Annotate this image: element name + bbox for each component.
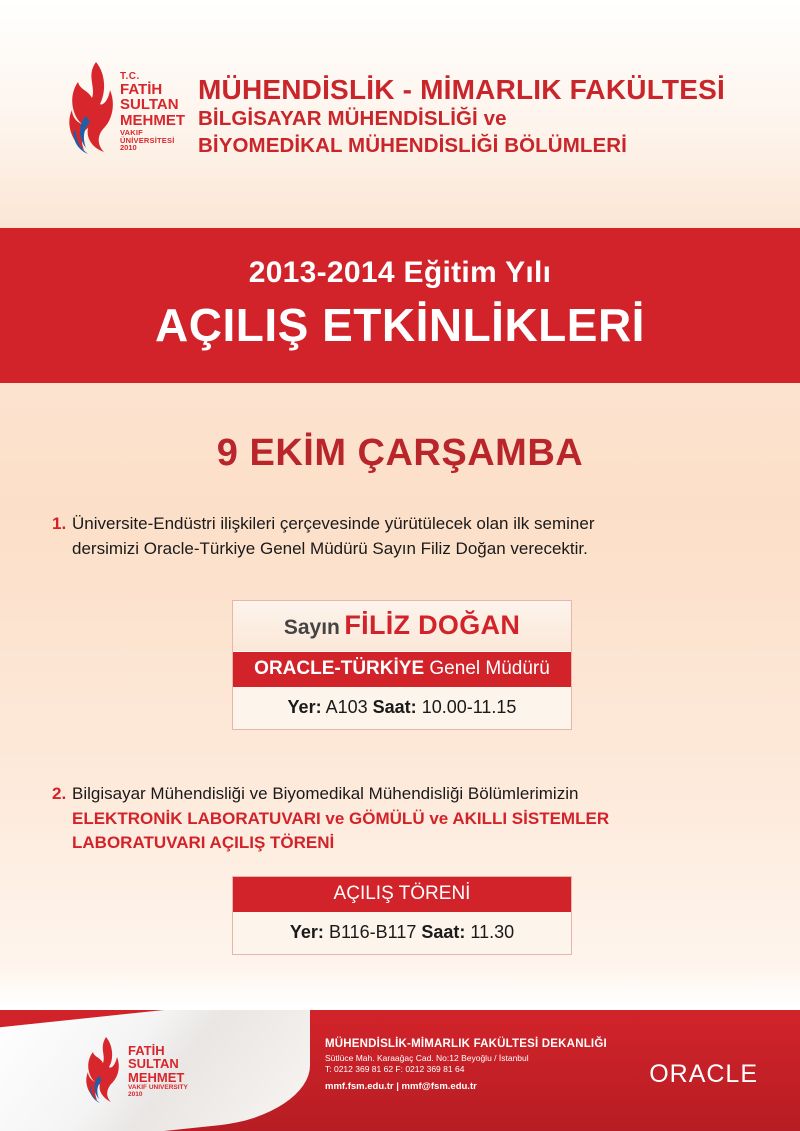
- speaker-name: FİLİZ DOĞAN: [344, 610, 521, 640]
- header-titles: [198, 69, 725, 159]
- ceremony-heading: AÇILIŞ TÖRENİ: [233, 877, 571, 912]
- department-title-2: BİYOMEDİKAL MÜHENDİSLİĞİ BÖLÜMLERİ: [198, 133, 627, 157]
- university-logo: [62, 54, 185, 174]
- agenda-item-2-number: 2.: [52, 784, 67, 803]
- poster-footer: [0, 1010, 800, 1131]
- ceremony-location-row: [233, 912, 571, 954]
- event-name: AÇILIŞ ETKİNLİKLERİ: [155, 299, 645, 351]
- oracle-sponsor-logo: ORACLE: [649, 1060, 758, 1088]
- agenda-item-1-number: 1.: [52, 514, 67, 533]
- speaker-role-row: [233, 652, 571, 687]
- speaker-time-value: 10.00-11.15: [421, 697, 517, 717]
- footer-logo-line-4: VAKIF UNIVERSITY: [128, 1084, 188, 1092]
- agenda-item-1-line-1: Üniversite-Endüstri ilişkileri çerçevesinde yürütülecek olan ilk seminer: [72, 514, 595, 533]
- agenda-item-2-line-3: LABORATUVARI AÇILIŞ TÖRENİ: [72, 833, 335, 853]
- faculty-title: MÜHENDİSLİK - MİMARLIK FAKÜLTESİ: [198, 73, 725, 105]
- agenda-item-1-line-2: dersimizi Oracle-Türkiye Genel Müdürü Sayın Filiz Doğan verecektir.: [72, 538, 588, 558]
- flame-icon: [84, 1036, 126, 1104]
- logo-line-4: VAKIF ÜNİVERSİTESİ: [120, 128, 175, 145]
- ceremony-time-label: Saat:: [421, 922, 466, 942]
- event-banner: [0, 228, 800, 383]
- event-date: 9 EKİM ÇARŞAMBA: [216, 432, 584, 474]
- agenda-item-2: [52, 782, 752, 856]
- speaker-time-label: Saat:: [372, 697, 417, 717]
- flame-icon: [66, 60, 122, 156]
- footer-fade-divider: [0, 970, 800, 1010]
- footer-dean-title: MÜHENDİSLİK-MİMARLIK FAKÜLTESİ DEKANLIĞI: [325, 1038, 607, 1050]
- logo-line-5: 2010: [120, 143, 137, 153]
- agenda-item-2-line-1: Bilgisayar Mühendisliği ve Biyomedikal Mühendisliği Bölümlerimizin: [72, 784, 579, 803]
- logo-line-3: MEHMET: [120, 111, 185, 129]
- speaker-place-label: Yer:: [287, 697, 322, 717]
- footer-logo-line-2: SULTAN: [128, 1056, 179, 1072]
- footer-logo-line-3: MEHMET: [128, 1069, 185, 1085]
- academic-year: 2013-2014 Eğitim Yılı: [248, 256, 552, 289]
- department-title-1: BİLGİSAYAR MÜHENDİSLİĞİ ve: [198, 106, 507, 130]
- logo-line-2: SULTAN: [120, 96, 179, 114]
- speaker-role: Genel Müdürü: [429, 658, 550, 679]
- agenda-item-1: [52, 512, 752, 561]
- footer-logo-line-5: 2010: [128, 1090, 143, 1098]
- footer-logo-text: [128, 1044, 188, 1099]
- footer-web-mail[interactable]: mmf.fsm.edu.tr | mmf@fsm.edu.tr: [325, 1081, 477, 1092]
- poster-header: [0, 0, 800, 228]
- agenda-item-2-line-2: ELEKTRONİK LABORATUVARI ve GÖMÜLÜ ve AKILLI SİSTEMLER: [72, 808, 610, 828]
- ceremony-card: [232, 876, 572, 955]
- footer-university-logo: [84, 1036, 264, 1108]
- footer-contact-info: [325, 1038, 607, 1092]
- speaker-name-row: [233, 601, 571, 652]
- logo-tc: T.C.: [120, 71, 140, 82]
- logo-line-1: FATİH: [120, 81, 163, 99]
- footer-phone: T: 0212 369 81 62 F: 0212 369 81 64: [325, 1064, 465, 1074]
- footer-address: Sütlüce Mah. Karaağaç Cad. No:12 Beyoğlu / İstanbul: [325, 1053, 529, 1063]
- footer-logo-line-1: FATİH: [128, 1043, 165, 1058]
- speaker-card: [232, 600, 572, 730]
- agenda-item-1-text: [72, 512, 594, 561]
- speaker-place-value: A103: [325, 697, 368, 717]
- speaker-company: ORACLE-TÜRKİYE: [254, 658, 425, 679]
- ceremony-place-label: Yer:: [289, 922, 324, 942]
- ceremony-place-value: B116-B117: [328, 922, 417, 942]
- agenda-item-2-text: [72, 782, 609, 856]
- university-logo-text: [120, 71, 185, 153]
- ceremony-time-value: 11.30: [470, 922, 515, 942]
- speaker-prefix: Sayın: [283, 616, 340, 639]
- speaker-location-row: [233, 687, 571, 729]
